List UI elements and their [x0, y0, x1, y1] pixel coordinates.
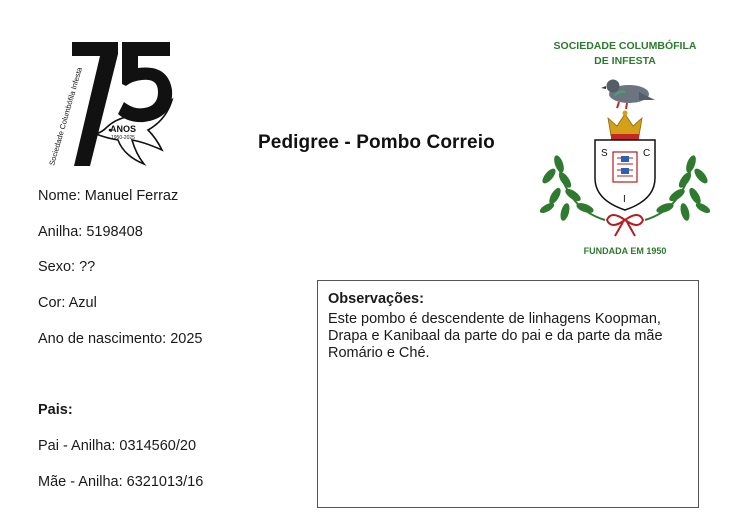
- crest-name-line1: SOCIEDADE COLUMBÓFILA: [553, 40, 697, 52]
- anniversary-logo-graphic: [40, 38, 180, 173]
- shield-letter-s: S: [601, 148, 608, 159]
- club-crest: [535, 38, 715, 260]
- club-crest-graphic: [535, 38, 715, 260]
- observacoes-text: Este pombo é descendente de linhagens Koopman, Drapa e Kanibaal da parte do pai e da parte da mãe Romário e Ché.: [328, 311, 663, 361]
- ribbon-bow-icon: [607, 215, 643, 236]
- pais-heading: Pais:: [38, 402, 73, 418]
- field-anilha: Anilha: 5198408: [38, 224, 143, 240]
- observacoes-heading: Observações:: [328, 291, 424, 307]
- field-cor: Cor: Azul: [38, 295, 97, 311]
- field-sexo: Sexo: ??: [38, 259, 96, 275]
- field-pai-anilha: Pai - Anilha: 0314560/20: [38, 438, 197, 454]
- observacoes-box: [317, 280, 699, 508]
- anniversary-logo: [40, 38, 180, 173]
- crest-name-line2: DE INFESTA: [594, 55, 656, 67]
- page-title: Pedigree - Pombo Correio: [258, 132, 495, 153]
- pigeon-icon: [601, 80, 655, 110]
- shield-letter-i: I: [623, 194, 626, 205]
- anos-label: ANOS: [110, 124, 137, 134]
- five-digit-shape: [118, 42, 172, 122]
- club-name-vertical: Sociedade Columbófila Infesta: [47, 66, 84, 167]
- crown-icon: [608, 111, 642, 141]
- shield-letter-c: C: [643, 148, 651, 159]
- field-nome: Nome: Manuel Ferraz: [38, 188, 179, 204]
- years-label: 1950-2025: [111, 135, 135, 141]
- field-mae-anilha: Mãe - Anilha: 6321013/16: [38, 474, 204, 490]
- seven-digit-shape: [72, 42, 118, 166]
- crest-founded: FUNDADA EM 1950: [583, 246, 667, 256]
- field-ano-nascimento: Ano de nascimento: 2025: [38, 331, 203, 347]
